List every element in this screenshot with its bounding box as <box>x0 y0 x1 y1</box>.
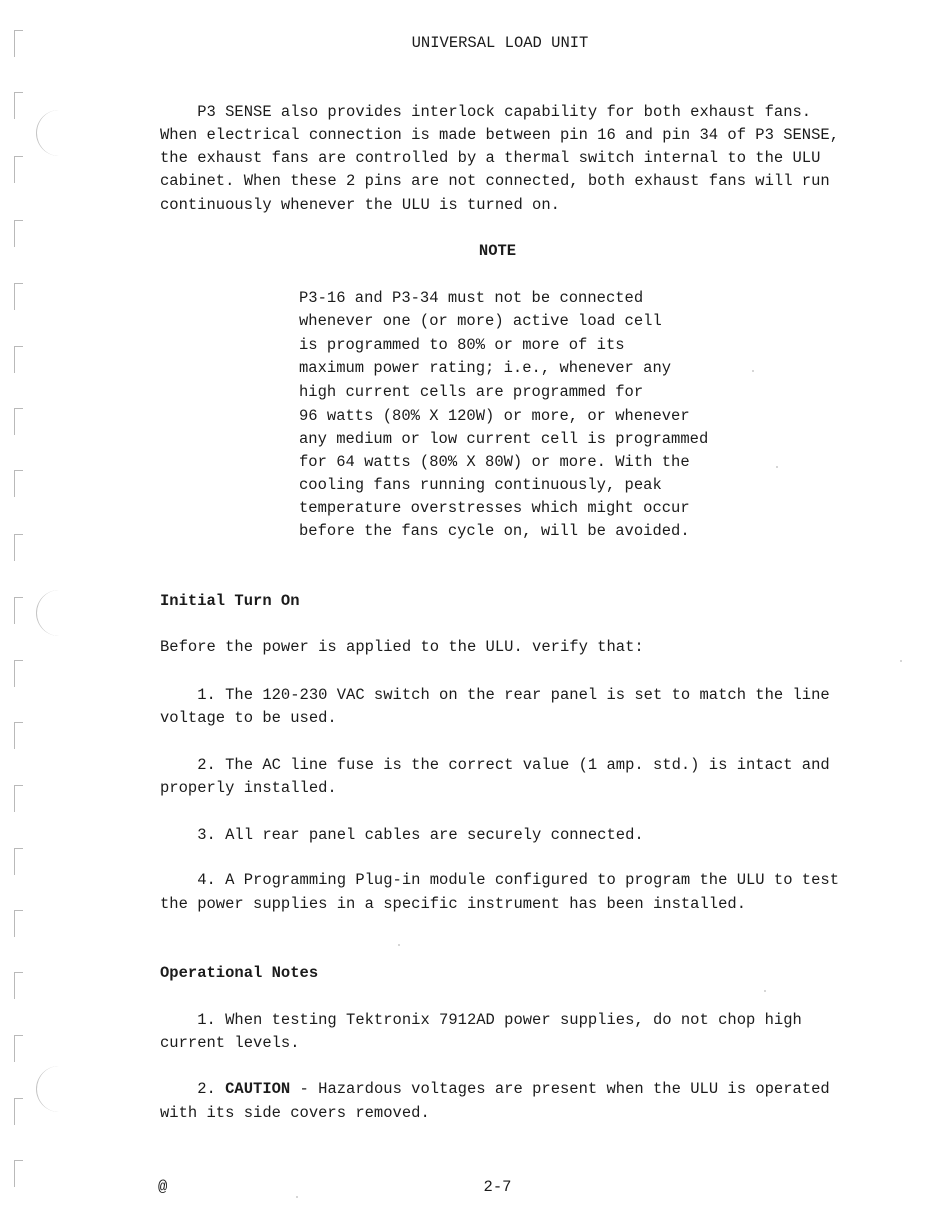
initial-turn-on-intro: Before the power is applied to the ULU. verify that: <box>160 638 644 656</box>
note-line: maximum power rating; i.e., whenever any <box>299 359 672 377</box>
page-header-title: UNIVERSAL LOAD UNIT <box>411 34 589 52</box>
checklist-item-line: the power supplies in a specific instrument has been installed. <box>160 895 746 913</box>
operational-note-line: with its side covers removed. <box>160 1104 430 1122</box>
note-line: high current cells are programmed for <box>299 383 644 401</box>
intro-line: the exhaust fans are controlled by a thermal switch internal to the ULU <box>160 149 821 167</box>
note-line: cooling fans running continuously, peak <box>299 476 662 494</box>
list-number: 2. <box>160 1080 226 1098</box>
note-title: NOTE <box>478 242 517 260</box>
checklist-item-line: voltage to be used. <box>160 709 337 727</box>
note-line: 96 watts (80% X 120W) or more, or whenever <box>299 407 690 425</box>
caution-text: - Hazardous voltages are present when the ULU is operated <box>290 1080 830 1098</box>
operational-note-line: 1. When testing Tektronix 7912AD power supplies, do not chop high <box>160 1011 802 1029</box>
checklist-item-line: 3. All rear panel cables are securely connected. <box>160 826 644 844</box>
note-line: whenever one (or more) active load cell <box>299 312 662 330</box>
note-line: P3-16 and P3-34 must not be connected <box>299 289 644 307</box>
intro-line: P3 SENSE also provides interlock capability for both exhaust fans. <box>160 103 812 121</box>
page-number: 2-7 <box>483 1178 512 1196</box>
operational-note-line <box>160 1078 860 1101</box>
footer-mark: @ <box>158 1178 168 1196</box>
intro-line: cabinet. When these 2 pins are not connected, both exhaust fans will run <box>160 172 830 190</box>
caution-label: CAUTION <box>225 1080 291 1098</box>
checklist-item-line: 4. A Programming Plug-in module configured to program the ULU to test <box>160 871 840 889</box>
note-line: for 64 watts (80% X 80W) or more. With the <box>299 453 690 471</box>
section-heading-initial-turn-on: Initial Turn On <box>160 592 300 610</box>
intro-line: continuously whenever the ULU is turned on. <box>160 196 560 214</box>
checklist-item-line: 2. The AC line fuse is the correct value (1 amp. std.) is intact and <box>160 756 830 774</box>
operational-note-line: current levels. <box>160 1034 300 1052</box>
section-heading-operational-notes: Operational Notes <box>160 964 319 982</box>
intro-line: When electrical connection is made between pin 16 and pin 34 of P3 SENSE, <box>160 126 840 144</box>
note-line: before the fans cycle on, will be avoided. <box>299 522 690 540</box>
checklist-item-line: properly installed. <box>160 779 337 797</box>
note-line: is programmed to 80% or more of its <box>299 336 625 354</box>
note-line: temperature overstresses which might occur <box>299 499 690 517</box>
note-line: any medium or low current cell is programmed <box>299 430 709 448</box>
checklist-item-line: 1. The 120-230 VAC switch on the rear panel is set to match the line <box>160 686 830 704</box>
